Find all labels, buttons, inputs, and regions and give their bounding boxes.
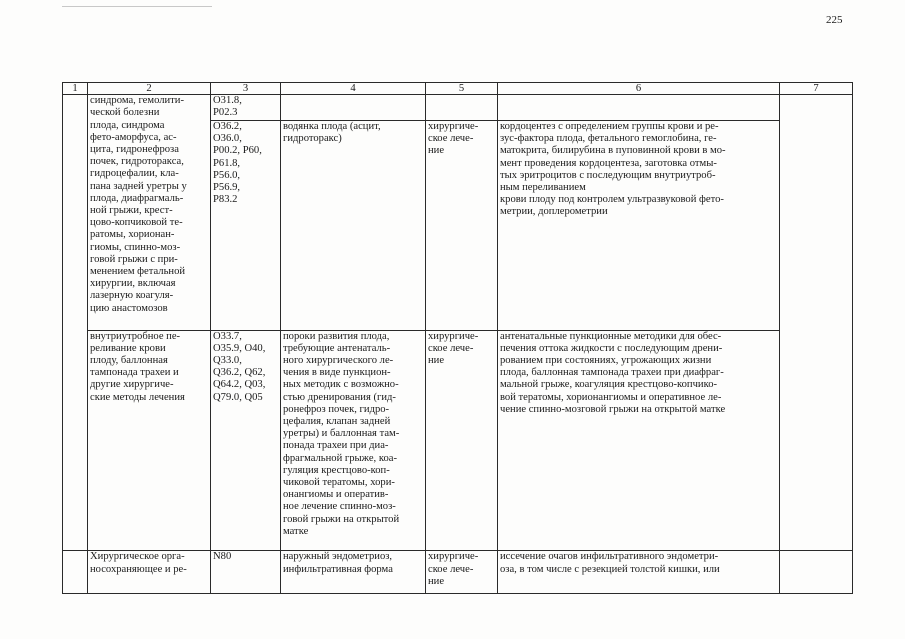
treatment-type-cell-empty bbox=[426, 95, 498, 121]
table-cell-empty bbox=[780, 95, 853, 551]
table-cell-empty bbox=[63, 551, 88, 594]
treatment-type-cell: хирургиче- ское лече- ние bbox=[426, 330, 498, 551]
icd-code-cell: O31.8, P02.3 bbox=[211, 95, 281, 121]
method-name-cell: синдрома, гемолити- ческой болезни плода, синдрома фето-аморфуса, ас- цита, гидронефроза почек, гидроторакса, гидроцефалии, кла- пана задней уретры у плода, диафрагмаль- ной грыжи, крест- цово-копчиковой те- ратомы, хорионан- гиомы, спинно-моз- говой грыжи с при- менением фетальной хирургии, включая лазерную коагуля- цию анастомозов bbox=[88, 95, 211, 330]
icd-code-cell: O36.2, O36.0, P00.2, P60, P61.8, P56.0, P56.9, P83.2 bbox=[211, 120, 281, 330]
column-number: 6 bbox=[498, 83, 780, 95]
patient-model-cell: пороки развития плода, требующие антенаталь- ного хирургического ле- чения в виде пункцион- ных методик с возможно- стью дренирования (гид- ронефроз почек, гидро- цефалия, клапан задней уретры) и баллонная там- понада трахеи при диа- фрагмальной грыже, коа- гуляция крестцово-коп- чиковой тератомы, хори- онангиомы и оператив- ное лечение спинно-моз- говой грыжи на открытой матке bbox=[281, 330, 426, 551]
procedure-table bbox=[62, 82, 853, 594]
page-number: 225 bbox=[826, 14, 843, 26]
column-number: 1 bbox=[63, 83, 88, 95]
model-cell-empty bbox=[281, 95, 426, 121]
column-number: 7 bbox=[780, 83, 853, 95]
method-description-cell-empty bbox=[498, 95, 780, 121]
column-number: 3 bbox=[211, 83, 281, 95]
patient-model-cell: водянка плода (асцит, гидроторакс) bbox=[281, 120, 426, 330]
column-number: 5 bbox=[426, 83, 498, 95]
method-description-cell: антенатальные пункционные методики для обес- печения оттока жидкости с последующим дрени- рованием при состояниях, угрожающих жизни плода, баллонная тампонада трахеи при диафраг- мальной грыже, коагуляция крестцово-копчико- вой тератомы, хорионангиомы и оперативное ле- чение спинно-мозговой грыжи на открытой матке bbox=[498, 330, 780, 551]
method-description-cell: иссечение очагов инфильтративного эндометри- оза, в том числе с резекцией толстой кишки, или bbox=[498, 551, 780, 594]
table-row bbox=[63, 330, 853, 551]
treatment-type-cell: хирургиче- ское лече- ние bbox=[426, 120, 498, 330]
method-name-cell: Хирургическое орга- носохраняющее и ре- bbox=[88, 551, 211, 594]
table-cell-empty bbox=[780, 551, 853, 594]
column-number: 2 bbox=[88, 83, 211, 95]
icd-code-cell: N80 bbox=[211, 551, 281, 594]
table-row bbox=[63, 95, 853, 121]
table-cell-empty bbox=[63, 95, 88, 551]
patient-model-cell: наружный эндометриоз, инфильтративная форма bbox=[281, 551, 426, 594]
column-number: 4 bbox=[281, 83, 426, 95]
icd-code-cell: O33.7, O35.9, O40, Q33.0, Q36.2, Q62, Q64.2, Q03, Q79.0, Q05 bbox=[211, 330, 281, 551]
table-row bbox=[63, 551, 853, 594]
scan-artifact-line bbox=[62, 6, 212, 7]
column-number-row bbox=[63, 83, 853, 95]
method-name-cell: внутриутробное пе- реливание крови плоду, баллонная тампонада трахеи и другие хирургиче- ские методы лечения bbox=[88, 330, 211, 551]
treatment-type-cell: хирургиче- ское лече- ние bbox=[426, 551, 498, 594]
method-description-cell: кордоцентез с определением группы крови и ре- зус-фактора плода, фетального гемоглобина, ге- матокрита, билирубина в пуповинной крови в мо- мент проведения кордоцентеза, заготовка отмы- тых эритроцитов с последующим внутриутроб- ным переливанием крови плоду под контролем ультразвуковой фето- метрии, доплерометрии bbox=[498, 120, 780, 330]
